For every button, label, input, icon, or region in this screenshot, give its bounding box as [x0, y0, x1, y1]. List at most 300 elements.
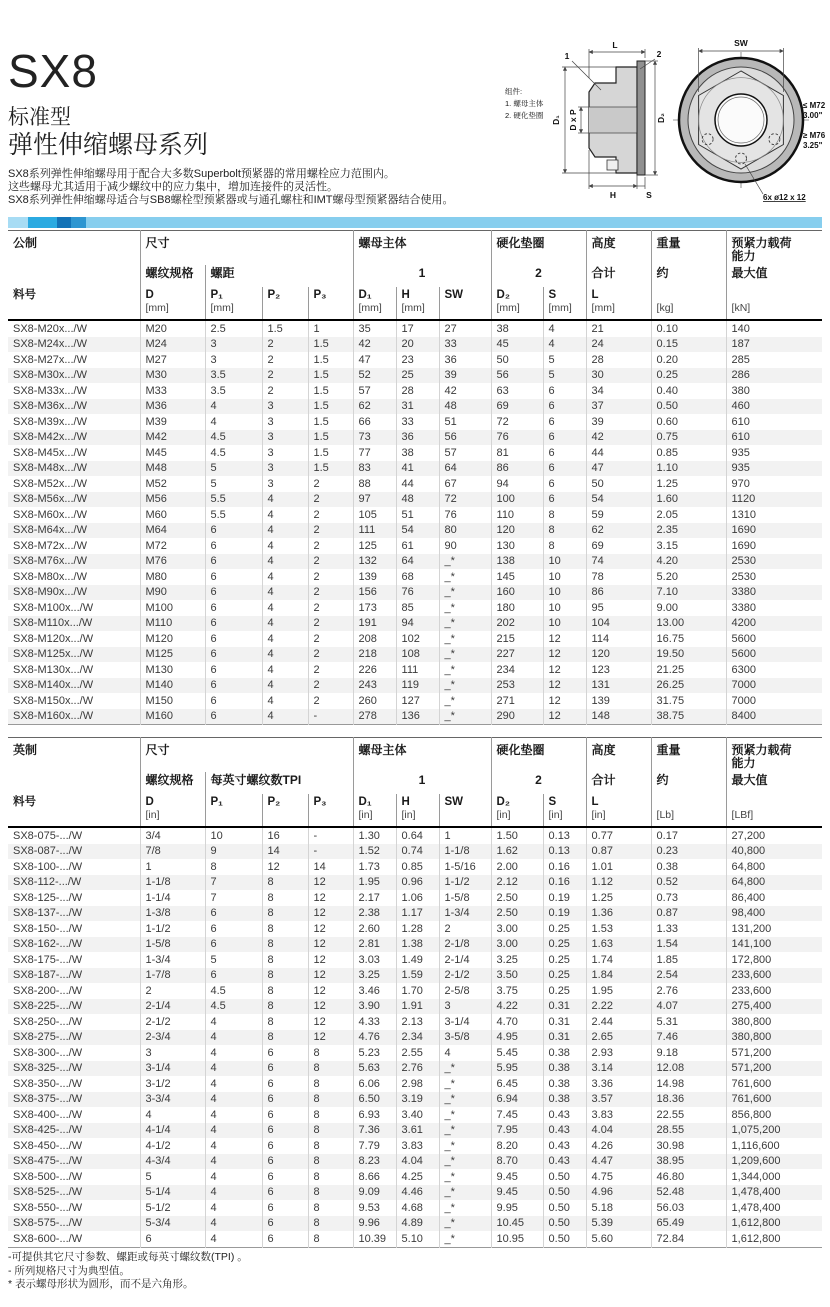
nut-drawing-svg: [497, 28, 830, 208]
cell: 38.75: [651, 709, 726, 725]
cell: 12: [308, 999, 353, 1015]
col-S: S [in]: [543, 794, 586, 827]
cell: 22.55: [651, 1107, 726, 1123]
cell: 2: [308, 662, 353, 678]
cell: 4.76: [353, 1030, 396, 1046]
cell: 100: [491, 492, 543, 508]
cell: 86: [586, 585, 651, 601]
cell: _*: [439, 616, 491, 632]
cell: 1.5: [308, 337, 353, 353]
cell: 8.20: [491, 1138, 543, 1154]
cell: 5: [205, 476, 262, 492]
cell: 52: [353, 368, 396, 384]
cell: 105: [353, 507, 396, 523]
cell: 1.73: [353, 859, 396, 875]
sub-height-total: 合计: [586, 772, 651, 794]
cell: 0.50: [543, 1231, 586, 1247]
cell: 6: [205, 585, 262, 601]
cell: 8: [262, 890, 308, 906]
cell: SX8-M20x.../W: [13, 322, 87, 335]
cell: 6: [205, 647, 262, 663]
cell: 10: [205, 827, 262, 844]
cell: _*: [439, 1216, 491, 1232]
group-weight: 重量: [651, 231, 726, 266]
accent-bar: [8, 217, 822, 228]
cell: 2: [308, 600, 353, 616]
cell: SX8-M140x.../W: [13, 679, 94, 691]
bore-circle: [715, 94, 767, 146]
cell: 6: [262, 1231, 308, 1247]
cell: 77: [353, 445, 396, 461]
cell: 1-3/8: [140, 906, 205, 922]
cell: _*: [439, 1092, 491, 1108]
cell: 39: [586, 414, 651, 430]
cell: 1-1/8: [140, 875, 205, 891]
footnotes: [8, 1251, 248, 1292]
col-D: D [mm]: [140, 287, 205, 320]
cell: M60: [140, 507, 205, 523]
cell: 6.50: [353, 1092, 396, 1108]
cell: 1,478,400: [726, 1185, 822, 1201]
cell: 12: [308, 937, 353, 953]
cell: 1.36: [586, 906, 651, 922]
cell: 61: [396, 538, 439, 554]
sub-washer-ref: 2: [491, 772, 586, 794]
cell: 5.31: [651, 1014, 726, 1030]
cell: 0.25: [543, 937, 586, 953]
cell: 12: [543, 662, 586, 678]
cell: 0.13: [543, 844, 586, 860]
cell: 5.63: [353, 1061, 396, 1077]
cell: 202: [491, 616, 543, 632]
cell: 2.50: [491, 890, 543, 906]
table-row: [8, 1107, 822, 1123]
cell: 65.49: [651, 1216, 726, 1232]
cell: 1.84: [586, 968, 651, 984]
cell: 234: [491, 662, 543, 678]
cell: 380: [726, 383, 822, 399]
cell: 2.60: [353, 921, 396, 937]
cell: -: [308, 844, 353, 860]
cell: SX8-600-.../W: [13, 1232, 83, 1245]
cell: 33: [396, 414, 439, 430]
cell: 4: [205, 399, 262, 415]
cell: 3.50: [491, 968, 543, 984]
cell: 1.74: [586, 952, 651, 968]
accent-bar-segment: [71, 217, 86, 228]
cell: 226: [353, 662, 396, 678]
cell: 1.28: [396, 921, 439, 937]
cell: 8: [308, 1231, 353, 1247]
table-row: [8, 1061, 822, 1077]
cell: 6: [543, 383, 586, 399]
cell: _*: [439, 1076, 491, 1092]
title-block: [8, 46, 488, 207]
group-weight: 重量: [651, 738, 726, 773]
cell: 5-1/2: [140, 1200, 205, 1216]
cell: 57: [439, 445, 491, 461]
footnote: -可提供其它尺寸参数、螺距或每英寸螺纹数(TPI) 。: [8, 1251, 248, 1263]
cell: 131,200: [726, 921, 822, 937]
cell: 64,800: [726, 875, 822, 891]
table-row: [8, 616, 822, 632]
cell: 2-1/4: [140, 999, 205, 1015]
cell: 4: [262, 554, 308, 570]
cell: 42: [353, 337, 396, 353]
cell: 3-1/2: [140, 1076, 205, 1092]
table-row: [8, 1030, 822, 1046]
cell: 4: [205, 1138, 262, 1154]
sub-height-total: 合计: [586, 265, 651, 287]
table-row: [8, 859, 822, 875]
table-row: [8, 937, 822, 953]
table-row: [8, 1200, 822, 1216]
cell: 12: [543, 678, 586, 694]
cell: 7.36: [353, 1123, 396, 1139]
cell: 0.74: [396, 844, 439, 860]
cell: 4: [205, 1092, 262, 1108]
cell: 39: [439, 368, 491, 384]
cell: 3.15: [651, 538, 726, 554]
cell: 26.25: [651, 678, 726, 694]
cell: 8400: [726, 709, 822, 725]
cell: 2: [439, 921, 491, 937]
cell: 72: [491, 414, 543, 430]
accent-bar-segment: [86, 217, 822, 228]
cell: 290: [491, 709, 543, 725]
cell: 0.25: [543, 968, 586, 984]
cell: 73: [353, 430, 396, 446]
cell: 6: [262, 1061, 308, 1077]
cell: 38: [396, 445, 439, 461]
cell: 3: [262, 414, 308, 430]
cell: 1690: [726, 538, 822, 554]
cell: 935: [726, 445, 822, 461]
col-L: L [mm]: [586, 287, 651, 320]
cell: 4.25: [396, 1169, 439, 1185]
cell: SX8-M150x.../W: [13, 694, 94, 707]
cell: 9.53: [353, 1200, 396, 1216]
cell: SX8-M52x.../W: [13, 477, 87, 490]
cell: 4.5: [205, 983, 262, 999]
cell: 856,800: [726, 1107, 822, 1123]
cell: M110: [140, 616, 205, 632]
cell: 1310: [726, 507, 822, 523]
cell: M80: [140, 569, 205, 585]
cell: M56: [140, 492, 205, 508]
table-row: [8, 1216, 822, 1232]
cell: 3.03: [353, 952, 396, 968]
cell: 8: [543, 538, 586, 554]
cell: 3-1/4: [439, 1014, 491, 1030]
cell: 761,600: [726, 1092, 822, 1108]
cell: 0.50: [543, 1200, 586, 1216]
cell: 0.38: [651, 859, 726, 875]
cell: SX8-M72x.../W: [13, 539, 87, 552]
cell: 1.06: [396, 890, 439, 906]
cell: 4: [140, 1107, 205, 1123]
technical-drawing: [497, 28, 830, 210]
cell: SX8-250-.../W: [13, 1015, 83, 1028]
cell: 8: [308, 1076, 353, 1092]
cell: 12: [543, 647, 586, 663]
cell: 2.17: [353, 890, 396, 906]
cell: 2.13: [396, 1014, 439, 1030]
cell: M42: [140, 430, 205, 446]
cell: 160: [491, 585, 543, 601]
cell: 4.5: [205, 445, 262, 461]
cell: 8: [308, 1045, 353, 1061]
table-row: [8, 352, 822, 368]
table-row: [8, 1123, 822, 1139]
cell: M160: [140, 709, 205, 725]
cell: 0.15: [651, 337, 726, 353]
cell: 6: [262, 1216, 308, 1232]
cell: 1.53: [586, 921, 651, 937]
cell: 4: [262, 709, 308, 725]
cell: 2: [308, 647, 353, 663]
cell: 8.70: [491, 1154, 543, 1170]
cell: SX8-500-.../W: [13, 1170, 83, 1183]
cell: _*: [439, 1185, 491, 1201]
cell: 0.87: [651, 906, 726, 922]
cell: 76: [396, 585, 439, 601]
cell: 1-1/2: [439, 875, 491, 891]
cell: 3.25: [491, 952, 543, 968]
cell: 3: [262, 430, 308, 446]
cell: 1.50: [491, 827, 543, 844]
cell: 50: [586, 476, 651, 492]
cell: SX8-M39x.../W: [13, 415, 87, 428]
table-row: [8, 1076, 822, 1092]
cell: 0.10: [651, 320, 726, 337]
cell: SX8-M33x.../W: [13, 384, 87, 397]
cell: 8.23: [353, 1154, 396, 1170]
cell: 6: [205, 538, 262, 554]
table-row: [8, 693, 822, 709]
round-min-inch-note: 3.25": [803, 141, 823, 150]
col-D1: D₁ [mm]: [353, 287, 396, 320]
cell: 4.95: [491, 1030, 543, 1046]
table-row: [8, 492, 822, 508]
cell: 41: [396, 461, 439, 477]
cell: 0.20: [651, 352, 726, 368]
cell: 6: [205, 968, 262, 984]
cell: 5: [543, 368, 586, 384]
cell: 4.20: [651, 554, 726, 570]
cell: 17: [396, 320, 439, 337]
cell: 2-5/8: [439, 983, 491, 999]
cell: 88: [353, 476, 396, 492]
table-row: [8, 875, 822, 891]
col-weight-kg: [kg]: [651, 287, 726, 320]
cell: 28: [396, 383, 439, 399]
cell: 1120: [726, 492, 822, 508]
cell: _*: [439, 662, 491, 678]
cell: SX8-350-.../W: [13, 1077, 83, 1090]
cell: 4.5: [205, 430, 262, 446]
cell: _*: [439, 678, 491, 694]
cell: 120: [491, 523, 543, 539]
cell: 3.40: [396, 1107, 439, 1123]
cell: 57: [353, 383, 396, 399]
front-view: [673, 38, 826, 202]
cell: 6: [262, 1107, 308, 1123]
cell: 2: [262, 368, 308, 384]
sub-preload-max: 最大值: [726, 772, 822, 794]
cell: 31: [396, 399, 439, 415]
cell: 2-1/2: [439, 968, 491, 984]
cell: 56: [439, 430, 491, 446]
cell: 2.00: [491, 859, 543, 875]
cell: 7: [205, 890, 262, 906]
cell: 139: [353, 569, 396, 585]
table-row: [8, 320, 822, 337]
cell: SX8-M24x.../W: [13, 338, 87, 350]
cell: 3: [262, 445, 308, 461]
cell: 10.39: [353, 1231, 396, 1247]
cell: 4.33: [353, 1014, 396, 1030]
page-subtitle-series: 弹性伸缩螺母系列: [8, 131, 209, 159]
cell: 218: [353, 647, 396, 663]
cell: 1.70: [396, 983, 439, 999]
table-row: [8, 1231, 822, 1247]
table-row: [8, 445, 822, 461]
cell: 2: [308, 523, 353, 539]
cell: 286: [726, 368, 822, 384]
cell: 42: [439, 383, 491, 399]
cell: SX8-200-.../W: [13, 984, 83, 997]
cell: 0.31: [543, 999, 586, 1015]
cell: 1.91: [396, 999, 439, 1015]
cell: 18.36: [651, 1092, 726, 1108]
cell: 138: [491, 554, 543, 570]
cell: 1.01: [586, 859, 651, 875]
cell: 3: [262, 476, 308, 492]
cell: 67: [439, 476, 491, 492]
cell: 98,400: [726, 906, 822, 922]
cell: 1.95: [353, 875, 396, 891]
cell: _*: [439, 1061, 491, 1077]
table-row: [8, 827, 822, 844]
cell: 14: [262, 844, 308, 860]
cell: SX8-137-.../W: [13, 907, 83, 919]
cell: 4.5: [205, 999, 262, 1015]
cell: 0.25: [543, 983, 586, 999]
cell: 4: [262, 600, 308, 616]
cell: 16.75: [651, 631, 726, 647]
cell: 6: [205, 693, 262, 709]
cell: 12.08: [651, 1061, 726, 1077]
cell: 12: [543, 709, 586, 725]
cell: 1.25: [651, 476, 726, 492]
cell: 6: [205, 937, 262, 953]
cell: 6: [543, 430, 586, 446]
cell: M120: [140, 631, 205, 647]
cell: 4.22: [491, 999, 543, 1015]
cell: 253: [491, 678, 543, 694]
cell: SX8-M160x.../W: [13, 710, 94, 722]
cell: 3.83: [396, 1138, 439, 1154]
cell: SX8-112-.../W: [13, 876, 82, 888]
cell: 69: [586, 538, 651, 554]
table-row: [8, 1092, 822, 1108]
cell: 1.62: [491, 844, 543, 860]
cell: SX8-225-.../W: [13, 1000, 83, 1012]
cell: 6: [262, 1138, 308, 1154]
cell: 1.59: [396, 968, 439, 984]
cell: 2: [308, 585, 353, 601]
cell: 45: [491, 337, 543, 353]
cell: 8: [262, 1014, 308, 1030]
cell: 3: [205, 337, 262, 353]
cell: 1.25: [586, 890, 651, 906]
sub-nut-body-ref: 1: [353, 772, 491, 794]
cell: 76: [439, 507, 491, 523]
cell: 1-7/8: [140, 968, 205, 984]
description: [8, 168, 488, 207]
cell: M33: [140, 383, 205, 399]
cell: 4: [205, 1014, 262, 1030]
cell: 21.25: [651, 662, 726, 678]
cell: 25: [396, 368, 439, 384]
cell: 8: [262, 952, 308, 968]
cell: 3.00: [491, 921, 543, 937]
cell: 72: [439, 492, 491, 508]
cell: 8: [543, 507, 586, 523]
cell: 6.94: [491, 1092, 543, 1108]
cell: 0.43: [543, 1123, 586, 1139]
cell: 2530: [726, 554, 822, 570]
cell: 233,600: [726, 983, 822, 999]
cell: 1,075,200: [726, 1123, 822, 1139]
cell: 1.52: [353, 844, 396, 860]
cell: 1.17: [396, 906, 439, 922]
cell: 7/8: [140, 844, 205, 860]
cell: 2: [308, 678, 353, 694]
component-2-label: 2. 硬化垫圈: [505, 111, 544, 120]
callout-2-label: 2: [656, 49, 662, 59]
cell: 8: [308, 1107, 353, 1123]
cell: 4.07: [651, 999, 726, 1015]
cell: 5-1/4: [140, 1185, 205, 1201]
col-P3: P₃: [308, 287, 353, 320]
cell: 2: [308, 569, 353, 585]
cell: 110: [491, 507, 543, 523]
cell: 30.98: [651, 1138, 726, 1154]
cell: 8: [262, 875, 308, 891]
cell: 2.34: [396, 1030, 439, 1046]
cell: SX8-075-.../W: [13, 829, 83, 842]
cell: 23: [396, 352, 439, 368]
sub-nut-body-ref: 1: [353, 265, 491, 287]
table-row: [8, 1169, 822, 1185]
cell: 14: [308, 859, 353, 875]
table-row: [8, 662, 822, 678]
cell: 6: [543, 476, 586, 492]
cell: 5.18: [586, 1200, 651, 1216]
table-row: [8, 569, 822, 585]
table-row: [8, 844, 822, 860]
table-row: [8, 1138, 822, 1154]
cell: 6: [262, 1185, 308, 1201]
cell: 6: [205, 709, 262, 725]
group-washer: 硬化垫圈: [491, 738, 586, 773]
cell: 1,209,600: [726, 1154, 822, 1170]
cell: 0.13: [543, 827, 586, 844]
cell: 6: [543, 414, 586, 430]
cell: 5.5: [205, 507, 262, 523]
